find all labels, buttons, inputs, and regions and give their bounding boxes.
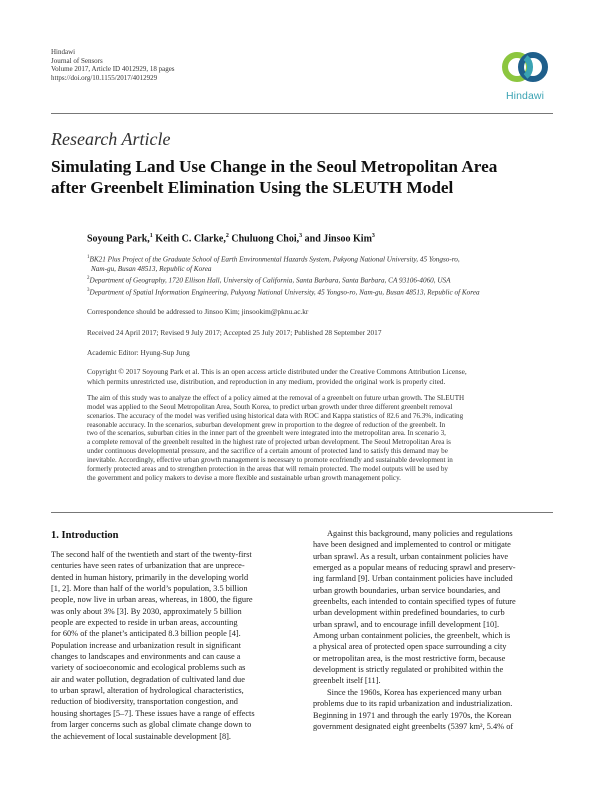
body-text-line: [1, 2]. More than half of the world’s population, 3.5 billion: [51, 584, 248, 594]
abstract-line: model was applied to the Seoul Metropolitan Area, South Korea, to predict urban growth under three different greenbelt removal: [87, 402, 453, 411]
body-text-line: greenbelt itself [11].: [313, 676, 381, 686]
body-text-line: urban development within predefined boundaries, to curb: [313, 608, 505, 618]
body-text-line: for 60% of the planet’s anticipated 8.3 billion people [4].: [51, 629, 241, 639]
body-text-line: Population increase and urbanization result in significant: [51, 640, 241, 650]
abstract-line: the government and policy makers to devise a more flexible and sustainable urban growth management policy.: [87, 473, 401, 482]
body-text-line: urban growth boundaries, urban service boundaries, and: [313, 585, 501, 595]
abstract-line: two of the scenarios, suburban cities in the inner part of the greenbelt were integrated into the metropolitan area. In scenario 3,: [87, 429, 446, 438]
author-affiliation: 2: [225, 233, 229, 239]
affiliation-number: 1: [87, 255, 90, 260]
affiliation-text: BK21 Plus Project of the Graduate School of Earth Environmental Hazards System, Pukyong National University, 45 Yongso-ro,: [89, 255, 460, 264]
affiliations: [87, 253, 555, 298]
author-affiliation: 3: [371, 233, 375, 239]
copyright-line: which permits unrestricted use, distribution, and reproduction in any medium, provided the original work is properly cited.: [87, 376, 446, 386]
body-text-line: or metropolitan area, is the most restrictive form, because: [313, 653, 506, 663]
copyright-line: Copyright © 2017 Soyoung Park et al. This is an open access article distributed under the Creative Commons Attribution License,: [87, 367, 467, 376]
body-text-line: urban sprawl. As a result, urban containment policies have: [313, 551, 509, 561]
body-text-line: ing farmland [9]. Urban containment policies have included: [313, 574, 513, 584]
header-rule: [51, 113, 553, 114]
affiliation-2: [87, 274, 555, 286]
body-text-line: was only about 3% [3]. By 2030, approximately 5 billion: [51, 606, 242, 616]
body-text-line: reduction of biodiversity, transportation congestion, and: [51, 697, 238, 707]
copyright-notice: [87, 367, 555, 386]
body-text-line: problems due to its rapid urbanization and industrialization.: [313, 699, 513, 709]
body-text-line: the achievement of local sustainable development [8].: [51, 731, 232, 741]
body-text-line: have been designed and implemented to control or mitigate: [313, 540, 511, 550]
hindawi-logo-icon: [497, 44, 553, 90]
body-text-line: urban sprawl, and to encourage infill development [10].: [313, 619, 500, 629]
left-column: [51, 549, 288, 742]
abstract-line: scenarios. The accuracy of the model was verified using historical data with ROC and Kappa statistics of 82.6 and 76.3%, indicating: [87, 411, 464, 420]
author-name: Keith C. Clarke,: [152, 233, 226, 245]
body-text-line: to urban sprawl, alteration of hydrological characteristics,: [51, 686, 244, 696]
body-text-line: from larger concerns such as global climate change down to: [51, 720, 252, 730]
body-text-line: government designated eight greenbelts (5397 km², 5.4% of: [313, 721, 514, 731]
section-heading: 1. Introduction: [51, 530, 119, 541]
body-text-line: Among urban containment policies, the greenbelt, which is: [313, 631, 511, 641]
affiliation-number: 3: [87, 288, 90, 293]
body-text-line: dented in human history, primarily in the developing world: [51, 572, 249, 582]
affiliation-text: Department of Geography, 1720 Ellison Hall, University of California, Santa Barbara, Santa Barbara, CA 93106-4060, USA: [89, 276, 451, 285]
author-list: [87, 233, 375, 244]
body-text-line: The second half of the twentieth and start of the twenty-first: [51, 550, 252, 559]
title-line: Simulating Land Use Change in the Seoul Metropolitan Area: [51, 157, 498, 176]
body-text-line: changes to landscapes and environments and can cause a: [51, 652, 241, 662]
author-name: and Jinsoo Kim: [302, 233, 372, 245]
paper-title: [51, 156, 561, 198]
author-affiliation: 3: [299, 233, 303, 239]
body-text-line: Beginning in 1971 and through the early 1970s, the Korean: [313, 710, 512, 720]
publication-dates: Received 24 April 2017; Revised 9 July 2017; Accepted 25 July 2017; Published 28 September 2017: [87, 328, 382, 337]
body-text-line: air and water pollution, degradation of cultivated land due: [51, 674, 245, 684]
abstract-line: a complete removal of the greenbelt resulted in the highest rate of projected urban development. The Seoul Metropolitan Area is: [87, 438, 451, 447]
author-affiliation: 1: [149, 233, 153, 239]
right-column: [313, 528, 550, 732]
body-text-line: a physical area of protected open space surrounding a city: [313, 642, 507, 652]
author-name: Chuluong Choi,: [228, 233, 300, 245]
abstract-line: The aim of this study was to analyze the effect of a policy aimed at the removal of a greenbelt on future urban growth. The SLEUTH: [87, 394, 465, 402]
journal-name: Journal of Sensors: [51, 56, 103, 65]
volume-info: Volume 2017, Article ID 4012929, 18 pages: [51, 65, 175, 74]
body-text-line: people, now live in urban areas, whereas, in 1800, the figure: [51, 595, 253, 605]
abstract-rule: [51, 512, 553, 513]
body-text-line: people are expected to reside in urban areas, accounting: [51, 618, 238, 628]
journal-info: [51, 48, 175, 82]
logo-wordmark: Hindawi: [505, 90, 545, 102]
abstract: [87, 394, 555, 482]
affiliation-3: [87, 286, 555, 298]
body-text-line: housing shortages [5–7]. These issues have a range of effects: [51, 708, 255, 718]
body-text-line: centuries have seen rates of urbanization that are unprece-: [51, 561, 245, 571]
correspondence: Correspondence should be addressed to Jinsoo Kim; jinsookim@pknu.ac.kr: [87, 307, 309, 316]
article-type: Research Article: [51, 129, 171, 149]
hindawi-logo: [497, 44, 553, 102]
author-name: Soyoung Park,: [87, 233, 150, 245]
affiliation-1-cont: Nam-gu, Busan 48513, Republic of Korea: [91, 264, 212, 273]
affiliation-1: [87, 253, 555, 265]
body-text-line: greenbelts, each intended to contain specified types of future: [313, 597, 516, 607]
affiliation-text: Department of Spatial Information Engineering, Pukyong National University, 45 Yongso-ro, Nam-gu, Busan 48513, Republic of Korea: [89, 288, 480, 297]
abstract-line: reasonable accuracy. In the scenarios, suburban development grew in proportion to the degree of reduction of the greenbelt. In: [87, 420, 446, 429]
abstract-line: under continuous developmental pressure, and the sacrifice of a certain amount of protected land to satisfy this demand may be: [87, 447, 448, 456]
body-text-line: Against this background, many policies and regulations: [327, 529, 513, 538]
abstract-line: formerly protected areas and to strengthen protection in the areas that will remain protected. The model outputs will be used by: [87, 464, 448, 473]
body-text-line: Since the 1960s, Korea has experienced many urban: [327, 687, 502, 697]
body-text-line: development is strictly regulated or prohibited within the: [313, 665, 504, 675]
title-line: after Greenbelt Elimination Using the SLEUTH Model: [51, 178, 454, 197]
doi-link[interactable]: https://doi.org/10.1155/2017/4012929: [51, 73, 158, 82]
academic-editor: Academic Editor: Hyung-Sup Jung: [87, 348, 190, 357]
body-text-line: variety of socioeconomic and ecological problems such as: [51, 663, 246, 673]
publisher-name: Hindawi: [51, 48, 76, 56]
body-text-line: emerged as a popular means of reducing sprawl and preserv-: [313, 563, 516, 573]
affiliation-number: 2: [87, 276, 90, 282]
abstract-line: inevitable. Accordingly, effective urban growth management is necessary to promote ecofriendly and sustainable development in: [87, 455, 453, 464]
